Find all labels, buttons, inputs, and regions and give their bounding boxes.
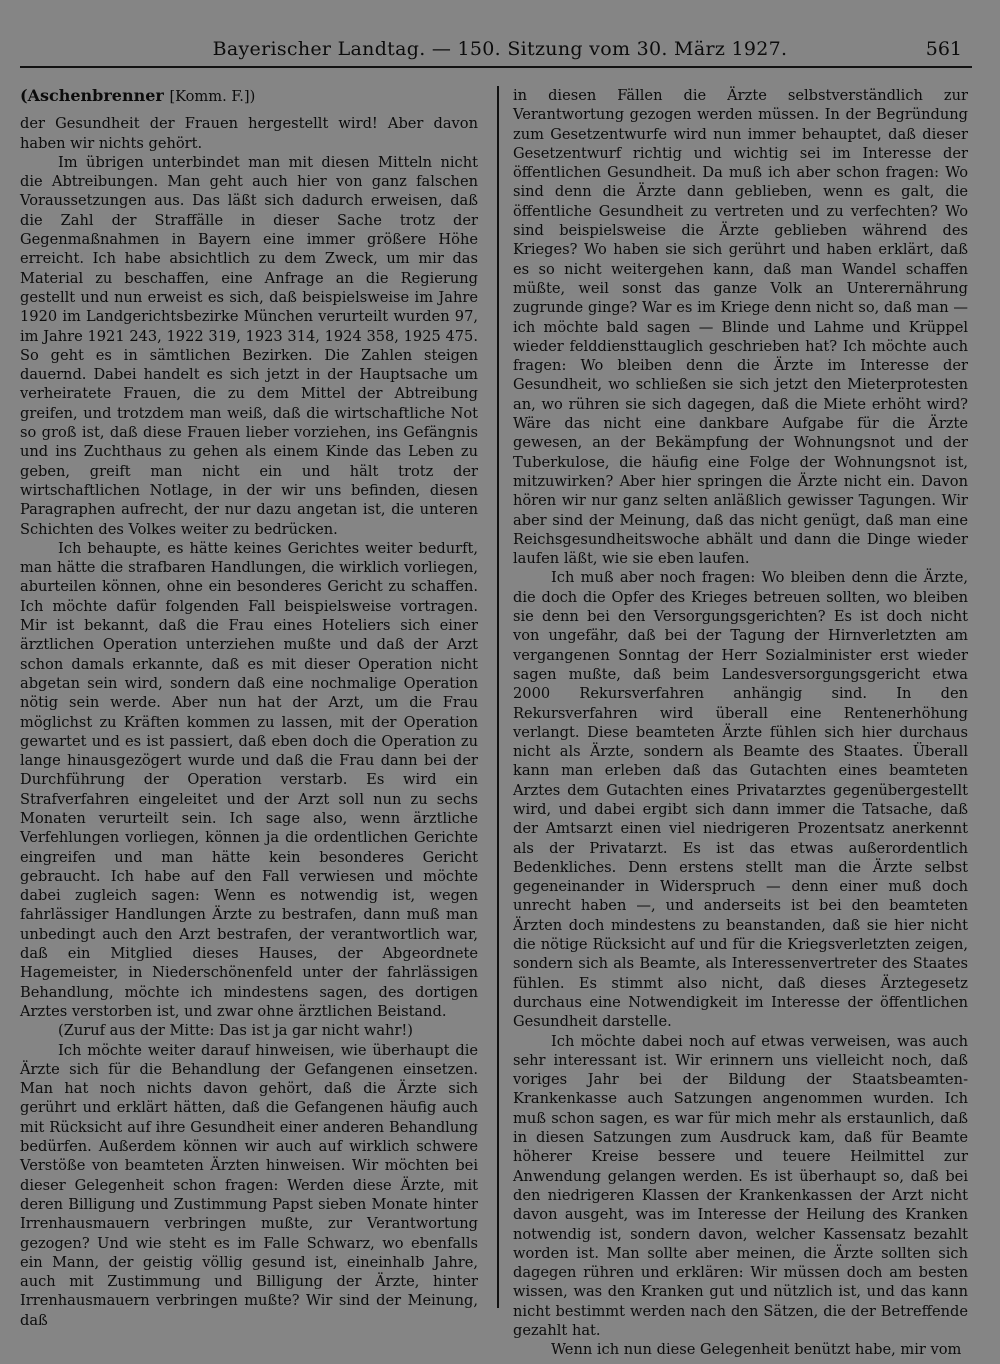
header-title: Bayerischer Landtag. — 150. Sitzung vom 30. März 1927. bbox=[212, 38, 788, 60]
column-divider bbox=[497, 86, 499, 1308]
paragraph: Ich möchte weiter darauf hinweisen, wie überhaupt die Ärzte sich für die Behandlung der Gefangenen einsetzen. Man hat noch nichts davon gehört, daß die Ärzte sich gerührt und erklärt hätten, daß die Gefangenen häufig auch mit Rücksicht auf ihre Gesundheit einer anderen Behandlung bedürfen. Außerdem können wir auch auf wirklich schwere Verstöße von beamteten Ärzten hinweisen. Wir möchten bei dieser Gelegenheit schon fragen: Werden diese Ärzte, mit deren Billigung und Zustimmung Papst sieben Monate hinter Irrenhausmauern verbringen mußte, zur Verantwortung gezogen? Und wie steht es im Falle Schwarz, wo ebenfalls ein Mann, der geistig völlig gesund ist, eineinhalb Jahre, auch mit Zustimmung und Billigung der Ärzte, hinter Irrenhausmauern verbringen mußte? Wir sind der Meinung, daß bbox=[20, 1041, 478, 1329]
paragraph: Ich möchte dabei noch auf etwas verweisen, was auch sehr interessant ist. Wir erinnern uns vielleicht noch, daß voriges Jahr bei der Bildung der Staatsbeamten-Krankenkasse auch Satzungen angenommen wurden. Ich muß schon sagen, es war für mich mehr als erstaunlich, daß in diesen Satzungen zum Ausdruck kam, daß für Beamte höherer Kreise bessere und teuere Heilmittel zur Anwendung gelangen werden. Es ist überhaupt so, daß bei den niedrigeren Klassen der Krankenkassen der Arzt nicht davon ausgeht, was im Interesse der Heilung des Kranken notwendig ist, sondern davon, welcher Kassensatz bezahlt worden ist. Man sollte aber meinen, die Ärzte sollten sich dagegen rühren und erklären: Wir müssen doch am besten wissen, was den Kranken gut und nützlich ist, und das kann nicht bestimmt werden nach den Sätzen, die der Betreffende gezahlt hat. bbox=[513, 1032, 968, 1339]
paragraph: Wenn ich nun diese Gelegenheit benützt habe, mir vom bbox=[551, 1341, 962, 1359]
paragraph: in diesen Fällen die Ärzte selbstverständlich zur Verantwortung gezogen werden müssen. In der Begründung zum Gesetzentwurfe wird nun immer behauptet, daß dieser Gesetzentwurf richtig und wichtig sei im Interesse der öffentlichen Gesundheit. Da muß ich aber schon fragen: Wo sind denn die Ärzte dann geblieben, wenn es galt, die öffentliche Gesundheit zu vertreten und zu verfechten? Wo sind beispielsweise die Ärzte geblieben während des Krieges? Wo haben sie sich gerührt und haben erklärt, daß es so nicht weitergehen kann, daß man Wandel schaffen müßte, weil sonst das ganze Volk an Unterernährung zugrunde ginge? War es im Kriege denn nicht so, daß man — ich möchte bald sagen — Blinde und Lahme und Krüppel wieder felddiensttauglich geschrieben hat? Ich möchte auch fragen: Wo bleiben denn die Ärzte im Interesse der Gesundheit, wo schließen sie sich jetzt den Mieterprotesten an, wo rühren sie sich dagegen, daß die Miete erhöht wird? Wäre das nicht eine dankbare Aufgabe für die Ärzte gewesen, an der Bekämpfung der Wohnungsnot und der Tuberkulose, die häufig eine Folge der Wohnungsnot ist, mitzuwirken? Aber hier springen die Ärzte nicht ein. Davon hören wir nur ganz selten anläßlich gewisser Tagungen. Wir aber sind der Meinung, daß das nicht genügt, daß man eine Reichsgesundheitswoche abhält und dann die Dinge wieder laufen läßt, wie sie eben laufen. bbox=[513, 87, 968, 568]
right-column bbox=[513, 86, 968, 1360]
paragraph: Ich muß aber noch fragen: Wo bleiben denn die Ärzte, die doch die Opfer des Krieges betreuen sollten, wo bleiben sie denn bei den Versorgungsgerichten? Es ist doch nicht von ungefähr, daß bei der Tagung der Hirnverletzten am vergangenen Sonntag der Herr Sozialminister erst wieder sagen mußte, daß beim Landesversorgungsgericht etwa 2000 Rekursverfahren anhängig sind. In den Rekursverfahren wird überall eine Rentenerhöhung verlangt. Diese beamteten Ärzte fühlen sich hier durchaus nicht als Ärzte, sondern als Beamte des Staates. Überall kann man erleben daß das Gutachten eines beamteten Arztes dem Gutachten eines Privatarztes gegenübergestellt wird, und dabei ergibt sich dann immer die Tatsache, daß der Amtsarzt einen viel niedrigeren Prozentsatz anerkennt als der Privatarzt. Es ist das etwas außerordentlich Bedenkliches. Denn erstens stellt man die Ärzte selbst gegeneinander in Widerspruch — denn einer muß doch unrecht haben —, und anderseits ist bei den beamteten Ärzten doch mindestens zu beanstanden, daß sie hier nicht die nötige Rücksicht auf und für die Kriegsverletzten zeigen, sondern sich als Beamte, als Interessenvertreter des Staates fühlen. Es stimmt also nicht, daß dieses Ärztegesetz durchaus eine Notwendigkeit im Interesse der öffentlichen Gesundheit darstelle. bbox=[513, 569, 968, 1031]
interjection: (Zuruf aus der Mitte: Das ist ja gar nicht wahr!) bbox=[58, 1022, 413, 1040]
left-column bbox=[20, 86, 478, 1330]
paragraph: Ich behaupte, es hätte keines Gerichtes weiter bedurft, man hätte die strafbaren Handlungen, die wirklich vorliegen, aburteilen können, ohne ein besonderes Gericht zu schaffen. Ich möchte dafür folgenden Fall beispielsweise vortragen. Mir ist bekannt, daß die Frau eines Hoteliers sich einer ärztlichen Operation unterziehen mußte und daß der Arzt schon damals erkannte, daß es mit dieser Operation nicht abgetan sein wird, sondern daß eine nochmalige Operation nötig sein werde. Aber nun hat der Arzt, um die Frau möglichst zu Kräften kommen zu lassen, mit der Operation gewartet und es ist passiert, daß eben doch die Operation zu lange hinausgezögert wurde und daß die Frau dann bei der Durchführung der Operation verstarb. Es wird ein Strafverfahren eingeleitet und der Arzt soll nun zu sechs Monaten verurteilt sein. Ich sage also, wenn ärztliche Verfehlungen vorliegen, können ja die ordentlichen Gerichte eingreifen und man hätte kein besonderes Gericht gebraucht. Ich habe auf den Fall verwiesen und möchte dabei zugleich sagen: Wenn es notwendig ist, wegen fahrlässiger Handlungen Ärzte zu bestrafen, dann muß man unbedingt auch den Arzt bestrafen, der verantwortlich war, daß ein Mitglied dieses Hauses, der Abgeordnete Hagemeister, in Niederschönenfeld unter der fahrlässigen Behandlung, möchte ich mindestens sagen, des dortigen Arztes verstorben ist, und zwar ohne ärztlichen Beistand. bbox=[20, 539, 478, 1020]
speaker-name: (Aschenbrenner bbox=[20, 86, 164, 105]
speaker-heading bbox=[20, 86, 478, 106]
paragraph: Im übrigen unterbindet man mit diesen Mitteln nicht die Abtreibungen. Man geht auch hier von ganz falschen Voraussetzungen aus. Das läßt sich dadurch erweisen, daß die Zahl der Straffälle in dieser Sache trotz der Gegenmaßnahmen in Bayern eine immer größere Höhe erreicht. Ich habe absichtlich zu dem Zweck, um mir das Material zu beschaffen, eine Anfrage an die Regierung gestellt und nun erweist es sich, daß beispielsweise im Jahre 1920 im Landgerichtsbezirke München verurteilt wurden 97, im Jahre 1921 243, 1922 319, 1923 314, 1924 358, 1925 475. So geht es in sämtlichen Bezirken. Die Zahlen steigen dauernd. Dabei handelt es sich jetzt in der Hauptsache um verheiratete Frauen, die zu dem Mittel der Abtreibung greifen, und trotzdem man weiß, daß die wirtschaftliche Not so groß ist, daß diese Frauen lieber vorziehen, ins Gefängnis und ins Zuchthaus zu gehen als einem Kinde das Leben zu geben, greift man nicht ein und hält trotz der wirtschaftlichen Notlage, in der wir uns befinden, diesen Paragraphen aufrecht, der nur dazu angetan ist, die unteren Schichten des Volkes weiter zu bedrücken. bbox=[20, 153, 478, 538]
speaker-party: [Komm. F.]) bbox=[169, 88, 256, 105]
header-rule bbox=[20, 66, 972, 68]
page-number: 561 bbox=[925, 38, 962, 60]
paragraph: der Gesundheit der Frauen hergestellt wird! Aber davon haben wir nichts gehört. bbox=[20, 115, 478, 152]
running-header bbox=[0, 38, 1000, 68]
